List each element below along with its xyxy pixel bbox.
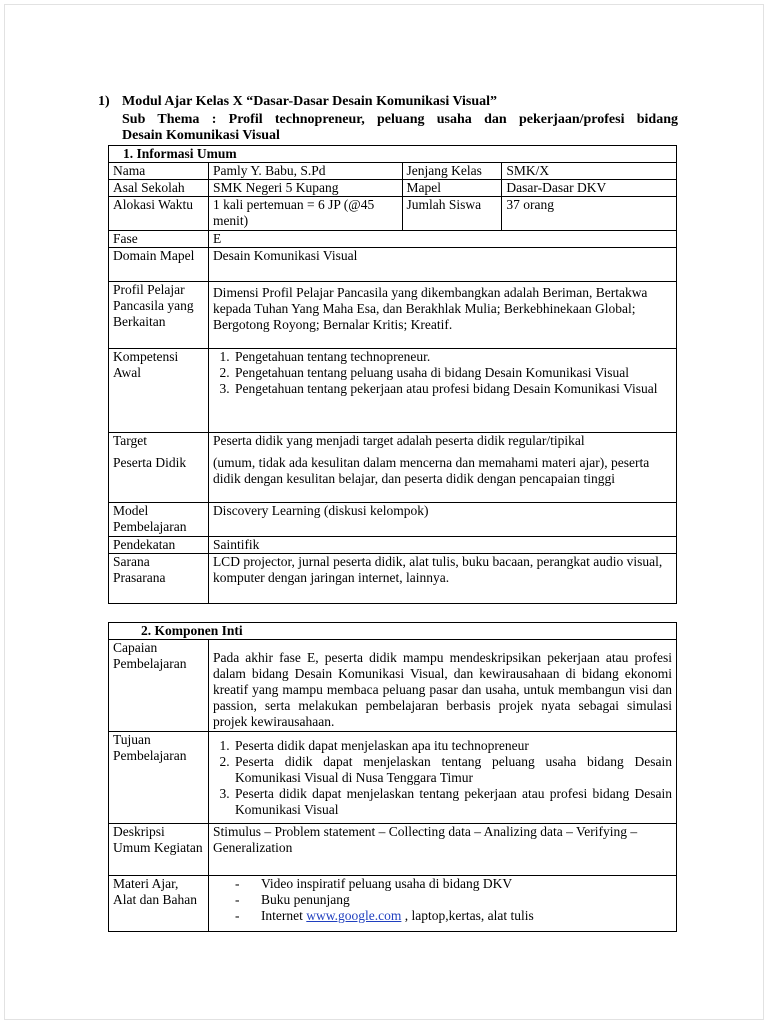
value-nama: Pamly Y. Babu, S.Pd: [208, 163, 402, 180]
tujuan-list: [213, 738, 672, 818]
value-asal-sekolah: SMK Negeri 5 Kupang: [208, 180, 402, 197]
value-fase: E: [208, 231, 676, 248]
heading-number: 1): [98, 94, 110, 109]
materi-item: - Buku penunjang: [235, 892, 672, 908]
kompetensi-item: 3. Pengetahuan tentang pekerjaan atau profesi bidang Desain Komunikasi Visual: [233, 381, 672, 397]
value-deskripsi: Stimulus – Problem statement – Collecting data – Analizing data – Verifying – Generalization: [208, 824, 676, 876]
label-tujuan: Tujuan Pembelajaran: [109, 732, 209, 824]
label-jenjang: Jenjang Kelas: [402, 163, 502, 180]
informasi-umum-table: [108, 145, 677, 604]
value-alokasi: 1 kali pertemuan = 6 JP (@45 menit): [208, 197, 402, 231]
kompetensi-list: [213, 349, 672, 397]
value-profil-pelajar: Dimensi Profil Pelajar Pancasila yang dikembangkan adalah Beriman, Bertakwa kepada Tuhan Yang Maha Esa, dan Berakhlak Mulia; Berkebhinekaan Global; Bergotong Royong; Bernalar Kritis; Kreatif.: [208, 282, 676, 349]
value-materi: [208, 876, 676, 932]
label-fase: Fase: [109, 231, 209, 248]
materi-internet-label: Internet: [260, 908, 303, 923]
value-jumlah-siswa: 37 orang: [502, 197, 677, 231]
label-materi: Materi Ajar, Alat dan Bahan: [109, 876, 209, 932]
label-nama: Nama: [109, 163, 209, 180]
label-kompetensi-awal: Kompetensi Awal: [109, 349, 209, 433]
label-profil-pelajar: Profil Pelajar Pancasila yang Berkaitan: [109, 282, 209, 349]
kompetensi-item: 2. Pengetahuan tentang peluang usaha di bidang Desain Komunikasi Visual: [233, 365, 672, 381]
label-jumlah-siswa: Jumlah Siswa: [402, 197, 502, 231]
kompetensi-item: 1. Pengetahuan tentang technopreneur.: [233, 349, 672, 365]
section-title-informasi-umum: 1. Informasi Umum: [109, 146, 677, 163]
label-asal-sekolah: Asal Sekolah: [109, 180, 209, 197]
komponen-inti-table: [108, 622, 677, 932]
label-mapel: Mapel: [402, 180, 502, 197]
label-domain: Domain Mapel: [109, 248, 209, 282]
label-sarana: Sarana Prasarana: [109, 554, 209, 604]
target-label-line-1: Target: [113, 433, 148, 448]
google-link[interactable]: www.google.com: [306, 908, 402, 923]
value-pendekatan: Saintifik: [208, 537, 676, 554]
label-alokasi: Alokasi Waktu: [109, 197, 209, 231]
value-capaian: Pada akhir fase E, peserta didik mampu mendeskripsikan pekerjaan atau profesi dalam bidang Desain Komunikasi Visual, dan kewirausahaan di bidang ekonomi kreatif yang mampu membaca peluang pasar dan usaha, untuk membangun visi dan passion, serta melakukan pembelajaran berbasis projek nyata sebagai simulasi projek kewirausahaan.: [208, 640, 676, 732]
materi-item: - Video inspiratif peluang usaha di bidang DKV: [235, 876, 672, 892]
value-domain: Desain Komunikasi Visual: [208, 248, 676, 282]
label-target-peserta-didik: [109, 433, 209, 503]
label-pendekatan: Pendekatan: [109, 537, 209, 554]
target-label-line-2: Peserta Didik: [113, 455, 187, 470]
module-title: Modul Ajar Kelas X “Dasar-Dasar Desain Komunikasi Visual”: [122, 94, 498, 109]
label-model: Model Pembelajaran: [109, 503, 209, 537]
label-capaian: Capaian Pembelajaran: [109, 640, 209, 732]
section-title-komponen-inti: 2. Komponen Inti: [109, 623, 677, 640]
tujuan-item: 1. Peserta didik dapat menjelaskan apa itu technopreneur: [233, 738, 672, 754]
value-model: Discovery Learning (diskusi kelompok): [208, 503, 676, 537]
value-kompetensi-awal: [208, 349, 676, 433]
tujuan-item: 3. Peserta didik dapat menjelaskan tentang pekerjaan atau profesi bidang Desain Komunikasi Visual: [233, 786, 672, 818]
materi-list: [213, 876, 672, 924]
tujuan-item: 2. Peserta didik dapat menjelaskan tentang peluang usaha bidang Desain Komunikasi Visual di Nusa Tenggara Timur: [233, 754, 672, 786]
value-jenjang: SMK/X: [502, 163, 677, 180]
materi-item-suffix: , laptop,kertas, alat tulis: [404, 908, 534, 923]
materi-item: [235, 908, 672, 924]
value-mapel: Dasar-Dasar DKV: [502, 180, 677, 197]
value-sarana: LCD projector, jurnal peserta didik, alat tulis, buku bacaan, perangkat audio visual, komputer dengan jaringan internet, lainnya.: [208, 554, 676, 604]
target-value-line-2: (umum, tidak ada kesulitan dalam mencerna dan memahami materi ajar), peserta didik dengan kesulitan belajar, dan peserta didik dengan pencapaian tinggi: [212, 455, 650, 486]
target-value-line-1: Peserta didik yang menjadi target adalah peserta didik regular/tipikal: [212, 433, 585, 448]
value-tujuan: [208, 732, 676, 824]
sub-theme-line: Sub Thema : Profil technopreneur, peluang usaha dan pekerjaan/profesi bidang: [122, 112, 678, 127]
label-deskripsi: Deskripsi Umum Kegiatan: [109, 824, 209, 876]
sub-theme-line-2: Desain Komunikasi Visual: [122, 128, 280, 143]
value-target-peserta-didik: [208, 433, 676, 503]
